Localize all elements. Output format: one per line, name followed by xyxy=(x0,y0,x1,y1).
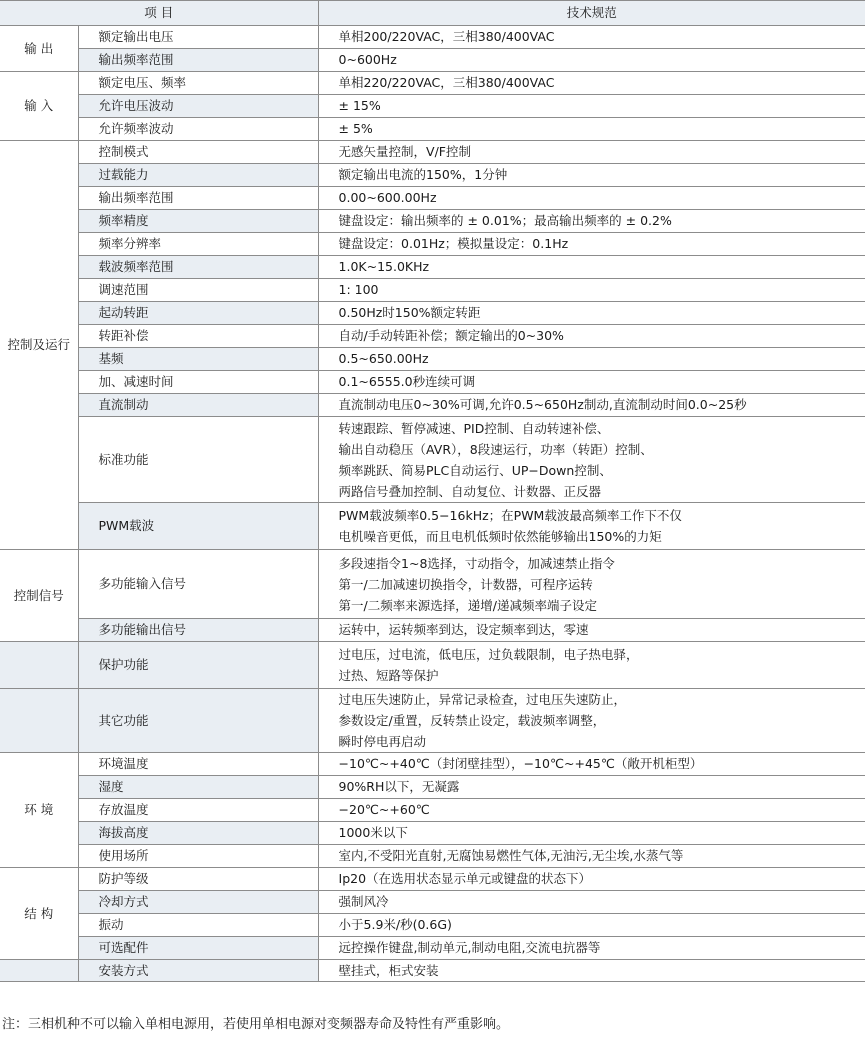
spec-cell xyxy=(318,642,865,689)
table-row xyxy=(0,689,865,753)
table-row xyxy=(0,141,865,164)
spec-cell xyxy=(318,550,865,619)
spec-line: 第一/二加减速切换指令，计数器，可程序运转 xyxy=(338,576,593,592)
item-cell: 保护功能 xyxy=(78,642,318,689)
table-row xyxy=(0,550,865,619)
spec-line: 第一/二频率来源选择，递增/递减频率端子设定 xyxy=(338,597,597,613)
spec-cell xyxy=(318,371,865,394)
table-row xyxy=(0,914,865,937)
spec-line: 输出自动稳压（AVR），8段速运行，功率（转距）控制、 xyxy=(338,441,653,457)
spec-line: 0.50Hz时150%额定转距 xyxy=(338,305,481,320)
spec-line: 额定输出电流的150%，1分钟 xyxy=(338,167,508,182)
item-cell: 额定输出电压 xyxy=(78,26,318,49)
table-row xyxy=(0,937,865,960)
spec-line: 转速跟踪、暂停减速、PID控制、自动转速补偿、 xyxy=(338,420,610,436)
item-cell: 直流制动 xyxy=(78,394,318,417)
category-cell: 结 构 xyxy=(0,868,78,960)
spec-cell xyxy=(318,937,865,960)
spec-cell xyxy=(318,256,865,279)
table-row xyxy=(0,26,865,49)
spec-line: ± 5% xyxy=(338,121,373,136)
spec-line: 两路信号叠加控制、自动复位、计数器、正反器 xyxy=(338,483,602,499)
spec-line: 电机噪音更低，而且电机低频时依然能够输出150%的力矩 xyxy=(338,529,662,544)
spec-line: 频率跳跃、简易PLC自动运行、UP−Down控制、 xyxy=(338,462,612,478)
table-row xyxy=(0,822,865,845)
spec-cell xyxy=(318,118,865,141)
spec-cell xyxy=(318,799,865,822)
table-row xyxy=(0,776,865,799)
table-row xyxy=(0,302,865,325)
item-cell: 控制模式 xyxy=(78,141,318,164)
item-cell: 可选配件 xyxy=(78,937,318,960)
item-cell: 振动 xyxy=(78,914,318,937)
spec-line: 自动/手动转距补偿；额定输出的0~30% xyxy=(338,328,564,343)
spec-cell xyxy=(318,822,865,845)
spec-cell xyxy=(318,141,865,164)
table-row xyxy=(0,799,865,822)
spec-cell xyxy=(318,689,865,753)
item-cell: 载波频率范围 xyxy=(78,256,318,279)
table-row xyxy=(0,619,865,642)
table-row xyxy=(0,95,865,118)
spec-line: 瞬时停电再启动 xyxy=(338,734,427,749)
item-cell: 转距补偿 xyxy=(78,325,318,348)
spec-line: 过热、短路等保护 xyxy=(338,668,439,683)
category-cell: 输 出 xyxy=(0,26,78,72)
spec-cell xyxy=(318,914,865,937)
table-row xyxy=(0,256,865,279)
table-row xyxy=(0,642,865,689)
item-cell: 加、减速时间 xyxy=(78,371,318,394)
spec-line: 强制风冷 xyxy=(338,894,389,909)
spec-line: ± 15% xyxy=(338,98,381,113)
table-row xyxy=(0,960,865,982)
spec-line: 过电压失速防止，异常记录检查，过电压失速防止， xyxy=(338,692,627,707)
spec-line: 室内,不受阳光直射,无腐蚀易燃性气体,无油污,无尘埃,水蒸气等 xyxy=(338,848,684,863)
spec-line: 小于5.9米/秒(0.6G) xyxy=(338,917,452,932)
category-cell: 控制信号 xyxy=(0,550,78,642)
spec-line: 90%RH以下，无凝露 xyxy=(338,779,460,794)
table-row xyxy=(0,164,865,187)
spec-line: 0.1~6555.0秒连续可调 xyxy=(338,374,476,389)
spec-cell xyxy=(318,960,865,982)
table-row xyxy=(0,325,865,348)
spec-cell xyxy=(318,233,865,256)
table-row xyxy=(0,891,865,914)
spec-cell xyxy=(318,417,865,503)
item-cell: 多功能输入信号 xyxy=(78,550,318,619)
item-cell: 冷却方式 xyxy=(78,891,318,914)
spec-cell xyxy=(318,72,865,95)
item-cell: 海拔高度 xyxy=(78,822,318,845)
spec-line: 1: 100 xyxy=(338,282,379,297)
category-cell: 输 入 xyxy=(0,72,78,141)
table-row xyxy=(0,72,865,95)
spec-cell xyxy=(318,503,865,550)
table-row xyxy=(0,49,865,72)
table-row xyxy=(0,753,865,776)
spec-cell xyxy=(318,302,865,325)
spec-cell xyxy=(318,187,865,210)
item-cell: 标准功能 xyxy=(78,417,318,503)
spec-line: 单相220/220VAC，三相380/400VAC xyxy=(338,75,555,90)
item-cell: 防护等级 xyxy=(78,868,318,891)
item-cell: 额定电压、频率 xyxy=(78,72,318,95)
spec-line: 直流制动电压0~30%可调,允许0.5~650Hz制动,直流制动时间0.0~25秒 xyxy=(338,397,747,412)
table-row xyxy=(0,845,865,868)
item-cell: 存放温度 xyxy=(78,799,318,822)
item-cell: 湿度 xyxy=(78,776,318,799)
spec-line: 过电压，过电流，低电压，过负载限制，电子热电驿， xyxy=(338,647,639,662)
spec-line: PWM载波频率0.5−16kHz；在PWM载波最高频率工作下不仅 xyxy=(338,508,682,523)
spec-line: 单相200/220VAC，三相380/400VAC xyxy=(338,29,555,44)
item-cell: PWM载波 xyxy=(78,503,318,550)
category-cell: 环 境 xyxy=(0,753,78,868)
spec-line: −10℃~+40℃（封闭壁挂型），−10℃~+45℃（敞开机柜型） xyxy=(338,756,703,771)
spec-line: 0.00~600.00Hz xyxy=(338,190,437,205)
spec-cell xyxy=(318,325,865,348)
table-row xyxy=(0,118,865,141)
category-cell xyxy=(0,689,78,753)
table-row xyxy=(0,279,865,302)
table-row xyxy=(0,233,865,256)
table-header-row xyxy=(0,1,865,26)
spec-line: 参数设定/重置，反转禁止设定，载波频率调整， xyxy=(338,713,606,728)
spec-cell xyxy=(318,26,865,49)
spec-cell xyxy=(318,845,865,868)
category-cell: 控制及运行 xyxy=(0,141,78,550)
spec-cell xyxy=(318,868,865,891)
table-row xyxy=(0,187,865,210)
category-cell xyxy=(0,642,78,689)
table-row xyxy=(0,868,865,891)
header-spec: 技术规范 xyxy=(318,1,865,26)
spec-line: 壁挂式，柜式安装 xyxy=(338,962,439,978)
spec-line: 多段速指令1~8选择，寸动指令，加减速禁止指令 xyxy=(338,555,615,571)
spec-line: 运转中，运转频率到达，设定频率到达，零速 xyxy=(338,622,589,637)
spec-cell xyxy=(318,164,865,187)
spec-cell xyxy=(318,394,865,417)
table-row xyxy=(0,210,865,233)
spec-line: 0~600Hz xyxy=(338,52,397,67)
spec-cell xyxy=(318,619,865,642)
table-row xyxy=(0,394,865,417)
category-cell xyxy=(0,960,78,982)
table-row xyxy=(0,503,865,550)
spec-cell xyxy=(318,49,865,72)
item-cell: 基频 xyxy=(78,348,318,371)
spec-line: −20℃~+60℃ xyxy=(338,802,430,817)
item-cell: 允许频率波动 xyxy=(78,118,318,141)
table-row xyxy=(0,371,865,394)
item-cell: 频率精度 xyxy=(78,210,318,233)
item-cell: 过载能力 xyxy=(78,164,318,187)
item-cell: 频率分辨率 xyxy=(78,233,318,256)
table-row xyxy=(0,417,865,503)
spec-line: Ip20（在选用状态显示单元或键盘的状态下） xyxy=(338,871,592,886)
item-cell: 输出频率范围 xyxy=(78,187,318,210)
table-row xyxy=(0,348,865,371)
spec-line: 键盘设定：输出频率的 ± 0.01%；最高输出频率的 ± 0.2% xyxy=(338,213,672,228)
spec-cell xyxy=(318,891,865,914)
spec-line: 0.5~650.00Hz xyxy=(338,351,429,366)
spec-line: 键盘设定：0.01Hz；模拟量设定：0.1Hz xyxy=(338,236,569,251)
item-cell: 起动转距 xyxy=(78,302,318,325)
spec-line: 1.0K~15.0KHz xyxy=(338,259,430,274)
item-cell: 允许电压波动 xyxy=(78,95,318,118)
spec-cell xyxy=(318,279,865,302)
spec-cell xyxy=(318,348,865,371)
spec-cell xyxy=(318,753,865,776)
spec-cell xyxy=(318,776,865,799)
item-cell: 使用场所 xyxy=(78,845,318,868)
spec-line: 1000米以下 xyxy=(338,825,408,840)
spec-line: 无感矢量控制，V/F控制 xyxy=(338,144,471,159)
spec-cell xyxy=(318,210,865,233)
header-item: 项 目 xyxy=(0,1,318,26)
item-cell: 输出频率范围 xyxy=(78,49,318,72)
item-cell: 其它功能 xyxy=(78,689,318,753)
item-cell: 调速范围 xyxy=(78,279,318,302)
spec-line: 远控操作键盘,制动单元,制动电阻,交流电抗器等 xyxy=(338,940,601,955)
spec-body xyxy=(0,26,865,982)
item-cell: 多功能输出信号 xyxy=(78,619,318,642)
spec-cell xyxy=(318,95,865,118)
item-cell: 环境温度 xyxy=(78,753,318,776)
footnote: 注：三相机种不可以输入单相电源用，若使用单相电源对变频器寿命及特性有严重影响。 xyxy=(2,1017,510,1032)
item-cell: 安装方式 xyxy=(78,960,318,982)
